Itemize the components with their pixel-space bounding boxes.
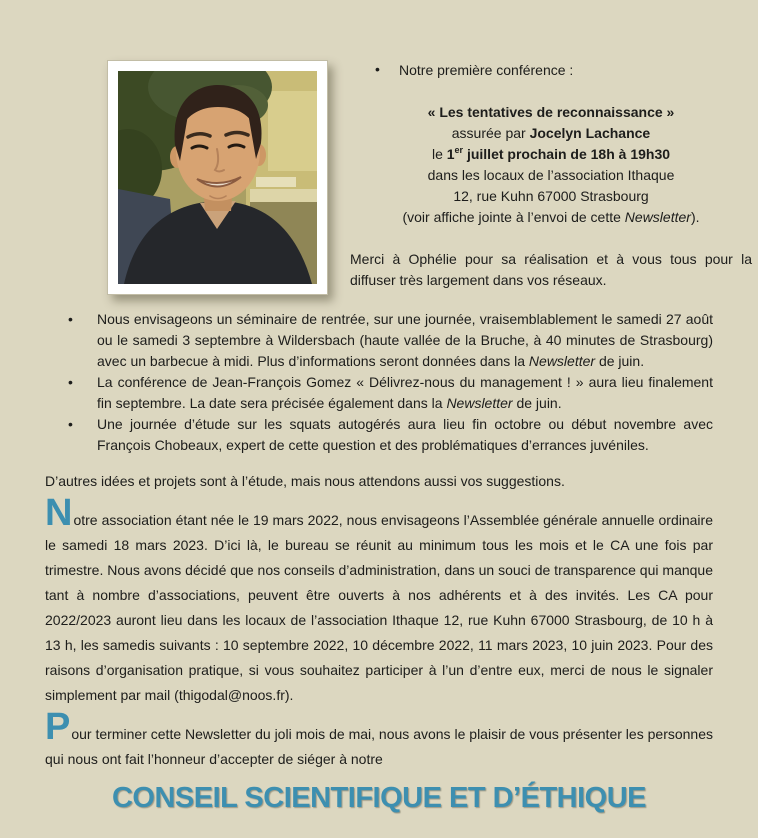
bullet-icon: • (68, 374, 73, 390)
section-heading: CONSEIL SCIENTIFIQUE ET D’ÉTHIQUE (111, 782, 647, 814)
dropcap-n: N (45, 492, 73, 534)
bullet-text-pre: La conférence de Jean-François Gomez « Délivrez-nous du management ! » aura lieu finalement fin septembre. La date sera précisée également dans la (97, 374, 713, 411)
bullet-text-pre: Nous envisageons un séminaire de rentrée, sur une journée, vraisemblablement le samedi 27 août ou le samedi 3 septembre à Wildersbach (haute vallée de la Bruche, à 40 minutes de Strasbourg) avec un barbecue à midi. Plus d’informations seront données dans la (97, 311, 713, 369)
conference-date-line (350, 144, 752, 165)
thanks-paragraph: Merci à Ophélie pour sa réalisation et à vous tous pour la diffuser très largement dans vos réseaux. (350, 251, 752, 288)
bullet-icon: • (68, 416, 73, 432)
bullet-text-post: de juin. (512, 395, 562, 411)
portrait-photo (107, 60, 328, 295)
speaker-prefix: assurée par (451, 125, 530, 141)
bullet-text-post: de juin. (595, 353, 645, 369)
dropcap-p: P (45, 706, 71, 748)
date-rest: juillet prochain de 18h à 19h30 (463, 146, 671, 162)
date-ordinal: er (454, 145, 464, 155)
association-paragraph (45, 492, 713, 708)
bullet-text-italic: Newsletter (446, 395, 513, 411)
closing-paragraph (45, 706, 713, 772)
events-bullet-list (45, 309, 713, 456)
speaker-name: Jocelyn Lachance (529, 125, 651, 141)
poster-note-pre: (voir affiche jointe à l’envoi de cette (402, 209, 625, 225)
bullet-icon: • (68, 311, 73, 327)
date-prefix: le (431, 146, 447, 162)
bullet-text-pre: Une journée d’étude sur les squats autogérés aura lieu fin octobre ou début novembre avec François Chobeaux, expert de cette question et des problématiques d’errances juvéniles. (97, 416, 713, 453)
conference-venue-line1: dans les locaux de l’association Ithaque (427, 167, 675, 183)
conference-speaker-line (350, 123, 752, 144)
portrait-photo-illustration (118, 71, 317, 284)
bullet-icon: • (375, 61, 380, 77)
conference-details (350, 102, 752, 228)
list-item (45, 414, 713, 456)
conference-title: « Les tentatives de reconnaissance » (427, 104, 675, 120)
poster-note-italic: Newsletter (624, 209, 691, 225)
conference-intro-text: Notre première conférence : (399, 62, 574, 78)
bullet-text-italic: Newsletter (528, 353, 596, 369)
association-paragraph-text: otre association étant née le 19 mars 2022, nous envisageons l’Assemblée générale annuelle ordinaire le samedi 18 mars 2023. D’ici là, le bureau se réunit au minimum tous les mois et le CA une fois par trimestre. Nous avons décidé que nos conseils d’administration, dans un souci de transparence qui manque tant à nombre d’associations, peuvent être ouverts à nos adhérents et à des invités. Les CA pour 2022/2023 auront lieu dans les locaux de l’association Ithaque 12, rue Kuhn 67000 Strasbourg, de 10 h à 13 h, les samedis suivants : 10 septembre 2022, 10 décembre 2022, 11 mars 2023, 10 juin 2023. Pour des raisons d’organisation pratique, si vous souhaitez participer à l’un d’entre eux, merci de nous le signaler simplement par mail (thigodal@noos.fr). (45, 512, 713, 703)
list-item (45, 309, 713, 372)
conference-announcement (350, 60, 752, 295)
conference-intro-line (350, 60, 752, 81)
closing-paragraph-text: our terminer cette Newsletter du joli mois de mai, nous avons le plaisir de vous présenter les personnes qui nous ont fait l’honneur d’accepter de siéger à notre (45, 726, 713, 767)
conference-poster-note (350, 207, 752, 228)
conference-venue-line2: 12, rue Kuhn 67000 Strasbourg (453, 188, 649, 204)
poster-note-post: ). (690, 209, 700, 225)
list-item (45, 372, 713, 414)
date-number: 1 (446, 146, 455, 162)
suggestions-paragraph: D’autres idées et projets sont à l’étude, mais nous attendons aussi vos suggestions. (45, 473, 565, 489)
top-row (0, 0, 758, 295)
